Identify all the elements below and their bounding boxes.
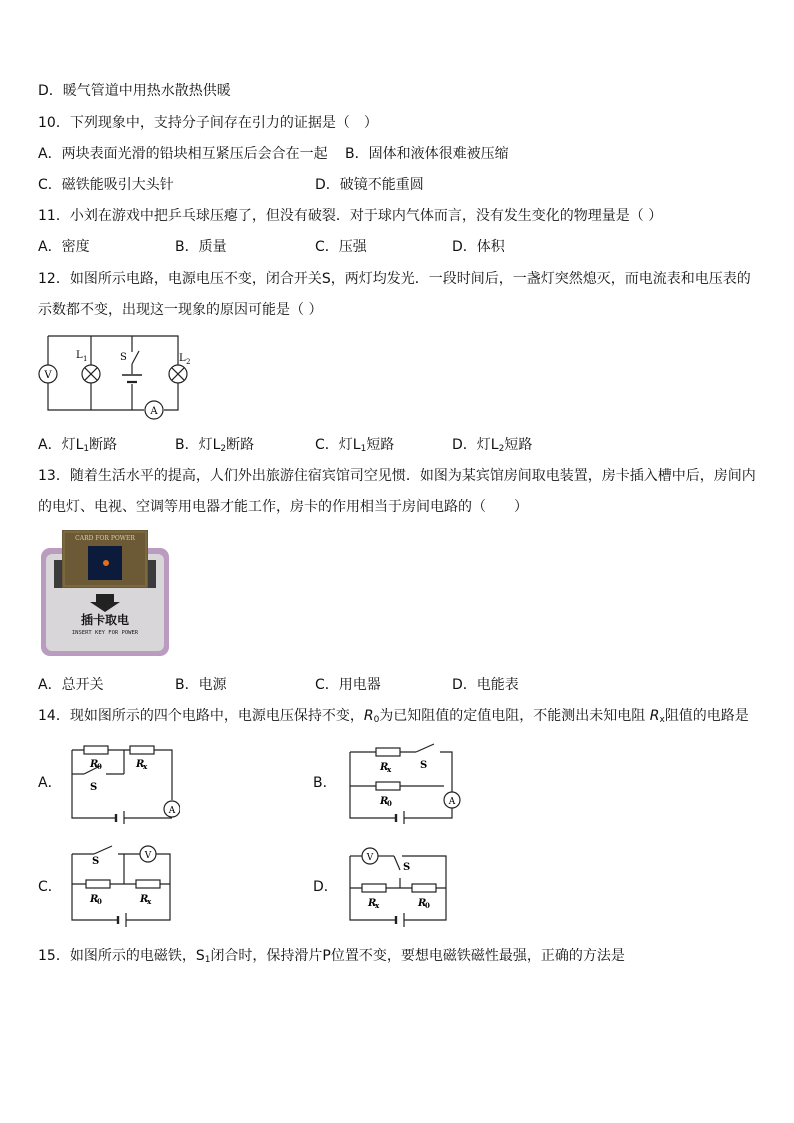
r0-label-sub: 0 bbox=[97, 897, 102, 906]
switch-label: S bbox=[90, 782, 98, 793]
lamp1-label-sub: 1 bbox=[83, 355, 88, 363]
q14-circuit-c bbox=[64, 842, 180, 928]
q12-circuit-figure bbox=[36, 330, 196, 420]
card-label-en: INSERT KEY FOR POWER bbox=[71, 630, 139, 636]
q13-option-d: D．电能表 bbox=[452, 677, 519, 693]
ammeter-label: A bbox=[168, 806, 176, 816]
q11-stem: 11．小刘在游戏中把乒乓球压瘪了，但没有破裂．对于球内气体而言，没有发生变化的物理量是（ ） bbox=[38, 208, 663, 224]
q13-option-c: C．用电器 bbox=[315, 677, 381, 693]
switch-label: S bbox=[403, 862, 411, 873]
voltmeter-label: V bbox=[144, 851, 152, 861]
q13-stem-line2: 的电灯、电视、空调等用电器才能工作，房卡的作用相当于房间电路的（ ） bbox=[38, 499, 528, 515]
r0-label: R bbox=[90, 894, 99, 905]
q14-label-b: B． bbox=[313, 775, 337, 791]
ammeter-label: A bbox=[448, 797, 456, 807]
rx-label-sub: x bbox=[375, 901, 380, 910]
q10-option-c: C．磁铁能吸引大头针 bbox=[38, 177, 174, 193]
q12-option-b: B．灯$L_2$断路 bbox=[175, 437, 255, 454]
r0-label-sub: 0 bbox=[425, 901, 430, 910]
lamp2-label: L bbox=[179, 353, 186, 364]
q11-option-b: B．质量 bbox=[175, 239, 227, 255]
r0-label-sub: 0 bbox=[387, 799, 392, 808]
rx-label-sub: x bbox=[143, 762, 148, 771]
q12-option-d: D．灯$L_2$短路 bbox=[452, 437, 533, 454]
lamp1-label: L bbox=[76, 350, 83, 361]
q11-option-c: C．压强 bbox=[315, 239, 367, 255]
q14-label-c: C． bbox=[38, 879, 62, 895]
rx-label-sub: x bbox=[147, 897, 152, 906]
q11-option-a: A．密度 bbox=[38, 239, 90, 255]
switch-label: S bbox=[120, 352, 127, 363]
q14-circuit-d bbox=[342, 842, 454, 928]
q12-option-c: C．灯$L_1$短路 bbox=[315, 437, 395, 454]
switch-label: S bbox=[420, 760, 428, 771]
r0-label: R bbox=[380, 796, 389, 807]
card-text: CARD FOR POWER bbox=[75, 535, 135, 542]
q13-power-card-photo bbox=[40, 528, 170, 658]
rx-label: R bbox=[368, 898, 377, 909]
voltmeter-label: V bbox=[366, 853, 374, 863]
q15-stem: 15．如图所示的电磁铁，$S_1$闭合时，保持滑片P位置不变，要想电磁铁磁性最强，正确的方法是 bbox=[38, 948, 625, 965]
rx-label: R bbox=[140, 894, 149, 905]
q14-label-d: D． bbox=[313, 879, 338, 895]
q9-option-d: D．暖气管道中用热水散热供暖 bbox=[38, 83, 231, 99]
card-label-cn: 插卡取电 bbox=[80, 613, 130, 627]
q12-option-a: A．灯$L_1$断路 bbox=[38, 437, 118, 454]
q14-stem: 14．现如图所示的四个电路中，电源电压保持不变，$R_0$为已知阻值的定值电阻，不能测出未知电阻 $R_x$阻值的电路是 bbox=[38, 708, 749, 725]
q14-label-a: A． bbox=[38, 775, 62, 791]
q14-circuit-b bbox=[342, 740, 464, 824]
rx-label-sub: x bbox=[387, 765, 392, 774]
q14-circuit-a bbox=[64, 740, 180, 824]
q10-option-a: A．两块表面光滑的铅块相互紧压后会合在一起 bbox=[38, 146, 328, 162]
r0-label: R bbox=[418, 898, 427, 909]
q12-stem-line1: 12．如图所示电路，电源电压不变，闭合开关S，两灯均发光．一段时间后，一盏灯突然熄灭，而电流表和电压表的 bbox=[38, 271, 751, 287]
r0-label-sub: 0 bbox=[97, 762, 102, 771]
r0-label: R bbox=[90, 759, 99, 770]
q13-option-b: B．电源 bbox=[175, 677, 227, 693]
switch-label: S bbox=[92, 856, 100, 867]
q12-stem-line2: 示数都不变，出现这一现象的原因可能是（ ） bbox=[38, 302, 323, 318]
lamp2-label-sub: 2 bbox=[186, 358, 191, 366]
rx-label: R bbox=[380, 762, 389, 773]
q10-stem: 10．下列现象中，支持分子间存在引力的证据是（ ） bbox=[38, 115, 378, 131]
rx-label: R bbox=[136, 759, 145, 770]
q10-option-d: D．破镜不能重圆 bbox=[315, 177, 424, 193]
ammeter-label: A bbox=[150, 406, 158, 417]
q13-stem-line1: 13．随着生活水平的提高，人们外出旅游住宿宾馆司空见惯．如图为某宾馆房间取电装置，房卡插入槽中后，房间内 bbox=[38, 468, 756, 484]
q10-option-b: B．固体和液体很难被压缩 bbox=[345, 146, 509, 162]
q11-option-d: D．体积 bbox=[452, 239, 505, 255]
q13-option-a: A．总开关 bbox=[38, 677, 104, 693]
voltmeter-label: V bbox=[44, 370, 52, 381]
